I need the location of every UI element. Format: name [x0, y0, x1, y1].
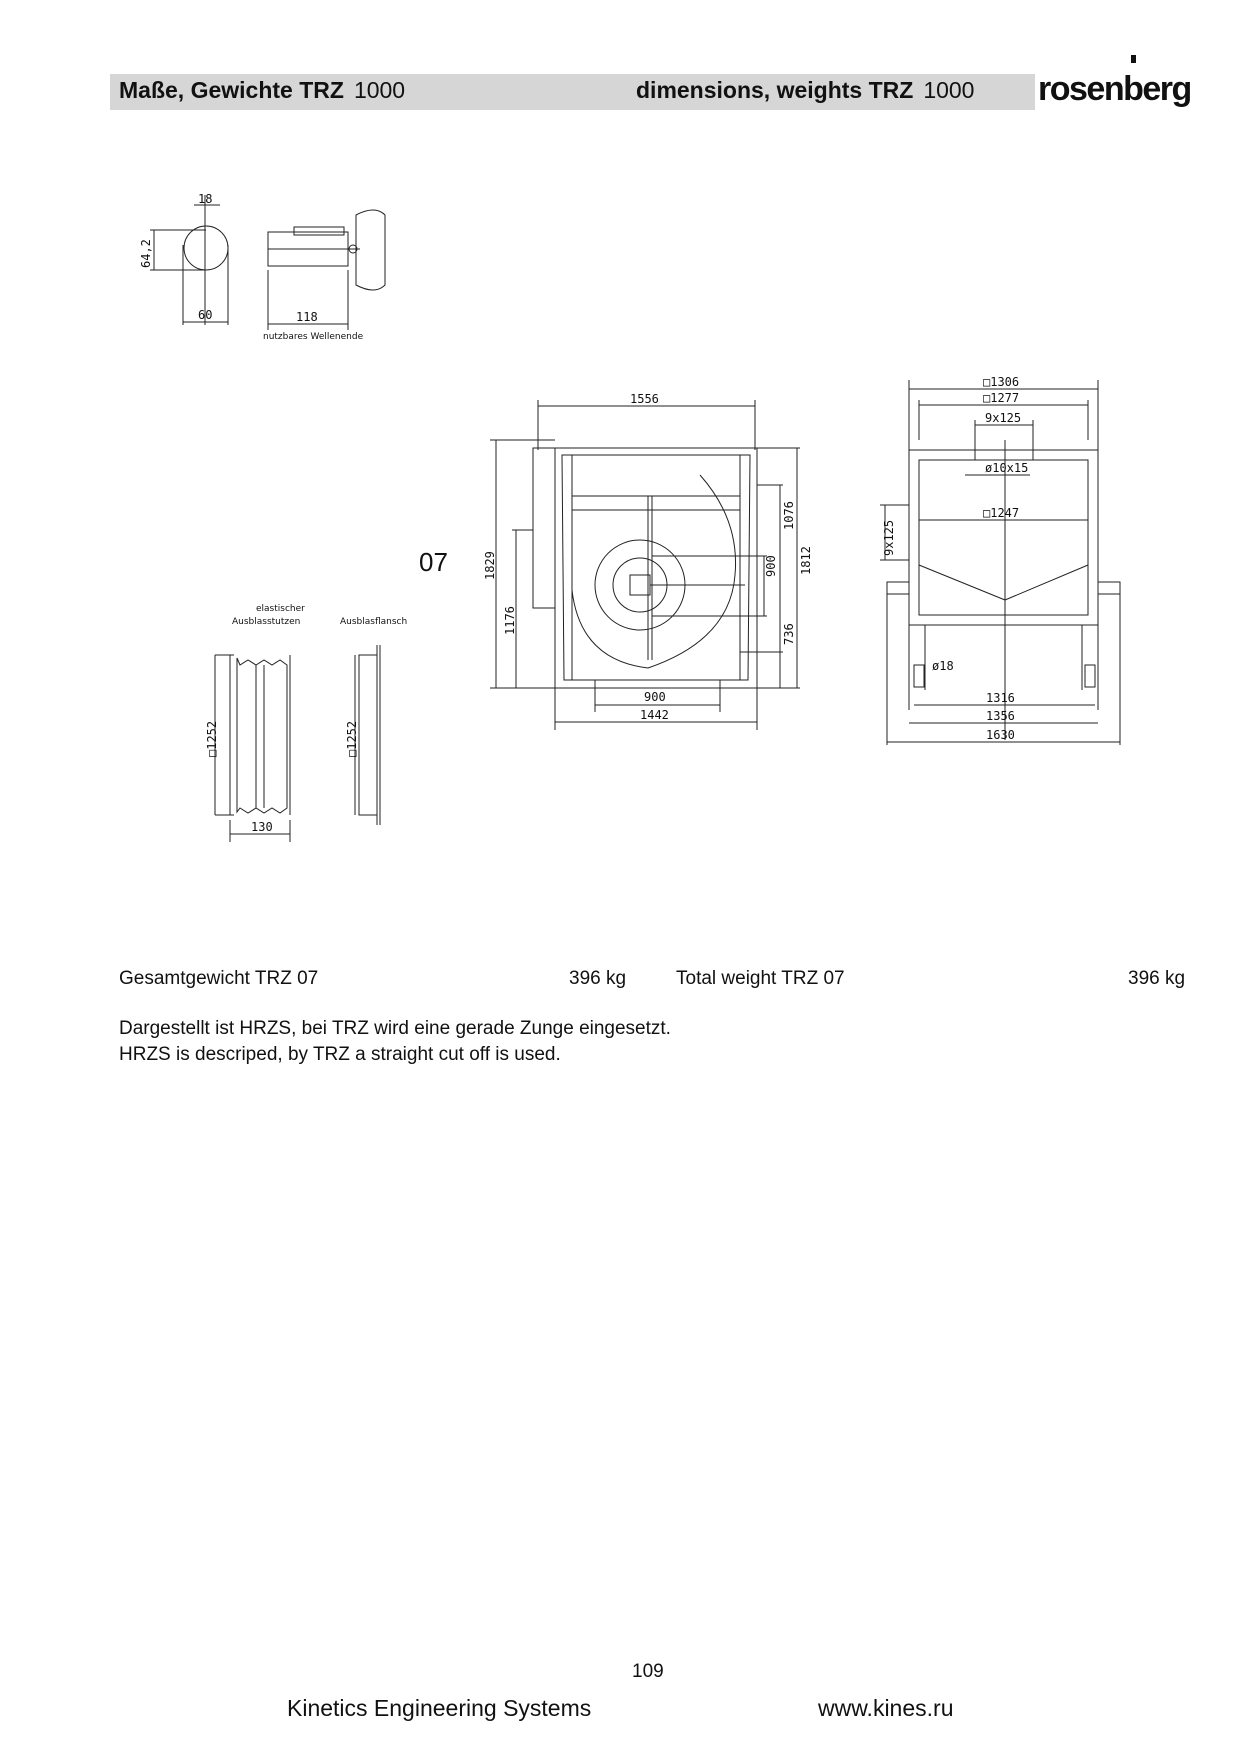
- flex-caption-1: elastischer: [256, 604, 305, 614]
- flex-dim-130: 130: [251, 820, 273, 834]
- flex-dim-size: □1252: [205, 720, 219, 757]
- note-de: Dargestellt ist HRZS, bei TRZ wird eine gerade Zunge eingesetzt.: [119, 1018, 671, 1039]
- variant-label: 07: [419, 547, 448, 577]
- dim-1630: 1630: [986, 728, 1015, 742]
- dim-1556: 1556: [630, 392, 659, 406]
- outlet-flange-detail: [340, 617, 407, 825]
- dim-1316: 1316: [986, 691, 1015, 705]
- dim-1306: □1306: [983, 375, 1020, 389]
- page-number: 109: [632, 1661, 664, 1682]
- weight-label-de: Gesamtgewicht TRZ 07: [119, 968, 319, 989]
- footer-company: Kinetics Engineering Systems: [287, 1695, 592, 1721]
- dim-118: 118: [296, 310, 318, 324]
- note-en: HRZS is descriped, by TRZ a straight cut off is used.: [119, 1044, 561, 1065]
- front-view: [483, 392, 813, 730]
- weight-value-de: 396 kg: [569, 968, 627, 989]
- shaft-caption: nutzbares Wellenende: [263, 332, 364, 342]
- dim-900-v: 900: [764, 555, 778, 577]
- header-title-de: Maße, Gewichte TRZ 1000: [119, 77, 406, 103]
- flex-connector-detail: [205, 604, 305, 842]
- dim-18: 18: [198, 192, 213, 206]
- dim-9x125-side: 9x125: [882, 519, 896, 556]
- side-view: [880, 375, 1120, 745]
- dim-64-2: 64,2: [139, 239, 153, 268]
- dim-hole: ø10x15: [985, 461, 1029, 475]
- dim-1076: 1076: [782, 501, 796, 530]
- footer-url[interactable]: www.kines.ru: [818, 1695, 954, 1721]
- dim-900-h: 900: [644, 690, 666, 704]
- dim-9x125-top: 9x125: [985, 411, 1022, 425]
- flange-dim-size: □1252: [345, 720, 359, 757]
- dim-1247: □1247: [983, 506, 1020, 520]
- weight-value-en: 396 kg: [1128, 968, 1186, 989]
- shaft-detail: [139, 192, 385, 342]
- dim-1356: 1356: [986, 709, 1015, 723]
- dim-1812: 1812: [799, 546, 813, 575]
- weight-label-en: Total weight TRZ 07: [676, 968, 845, 989]
- dim-1176: 1176: [503, 606, 517, 635]
- dim-60: 60: [198, 308, 213, 322]
- dim-1277: □1277: [983, 391, 1020, 405]
- dim-hole18: ø18: [932, 659, 954, 673]
- dim-736: 736: [782, 623, 796, 645]
- flange-caption: Ausblasflansch: [340, 617, 408, 627]
- brand-logo: rosenberg: [1038, 70, 1191, 108]
- dim-1829: 1829: [483, 551, 497, 580]
- dim-1442: 1442: [640, 708, 669, 722]
- header-title-en: dimensions, weights TRZ 1000: [636, 77, 975, 103]
- flex-caption-2: Ausblasstutzen: [232, 617, 301, 627]
